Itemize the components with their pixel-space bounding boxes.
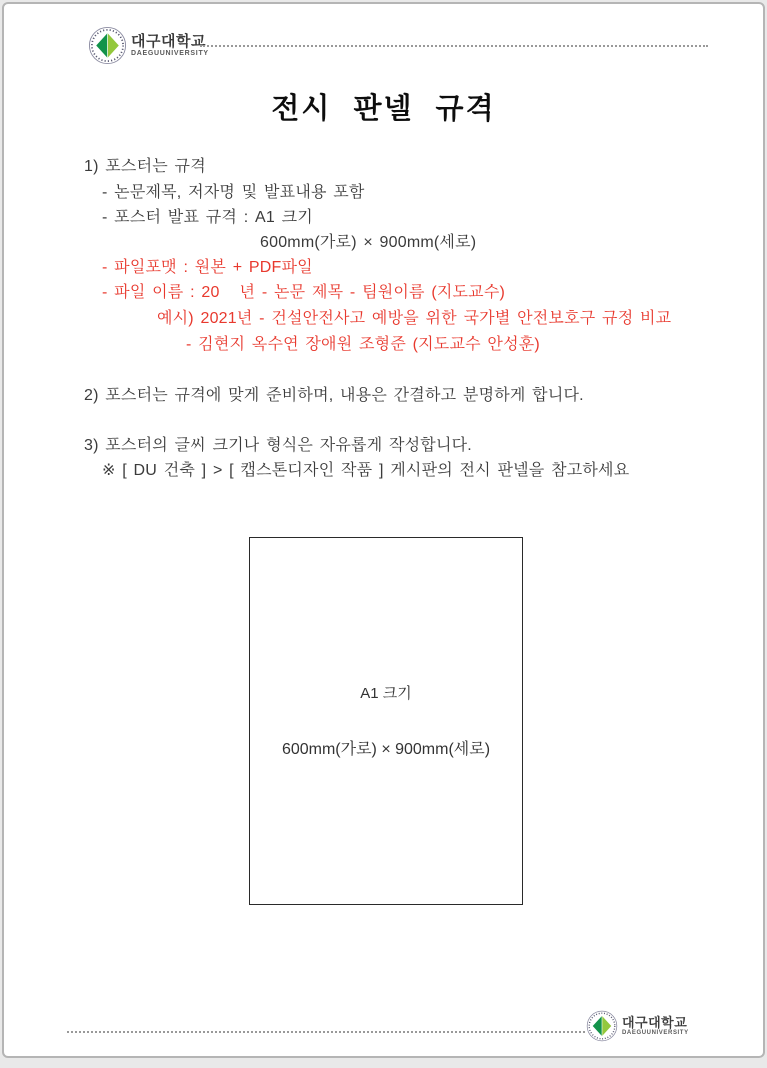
footer-divider [67, 1031, 585, 1033]
header-logo [88, 26, 209, 65]
spec-heading-3: 3) 포스터의 글씨 크기나 형식은 자유롭게 작성합니다. [84, 437, 472, 454]
spec-note-reference: ※ [ DU 건축 ] > [ 캡스톤디자인 작품 ] 게시판의 전시 판넬을 참고하세요 [102, 462, 630, 479]
spec-heading-2: 2) 포스터는 규격에 맞게 준비하며, 내용은 간결하고 분명하게 합니다. [84, 387, 584, 404]
page-title: 전시 판넬 규격 [271, 93, 496, 125]
spec-heading-1: 1) 포스터는 규격 [84, 158, 206, 175]
panel-size-label: A1 크기 [360, 685, 412, 702]
panel-size-box [249, 537, 523, 905]
spec-item-size: - 포스터 발표 규격 : A1 크기 [102, 209, 313, 226]
spec-item-size-detail: 600mm(가로) × 900mm(세로) [260, 234, 477, 251]
footer-logo [586, 1010, 689, 1042]
spec-item-contents: - 논문제목, 저자명 및 발표내용 포함 [102, 184, 365, 201]
spec-item-file-format: - 파일포맷 : 원본 + PDF파일 [102, 259, 313, 276]
university-name-en: DAEGUUNIVERSITY [622, 1029, 689, 1036]
spec-item-file-name: - 파일 이름 : 20 년 - 논문 제목 - 팀원이름 (지도교수) [102, 284, 506, 301]
header-logo-text [131, 34, 209, 57]
document-page [2, 2, 765, 1058]
header-divider [200, 45, 708, 47]
university-name-en: DAEGUUNIVERSITY [131, 49, 209, 57]
university-emblem-icon [88, 26, 127, 65]
spec-item-example-title: 예시) 2021년 - 건설안전사고 예방을 위한 국가별 안전보호구 규정 비교 [157, 310, 672, 327]
panel-dimensions-label: 600mm(가로) × 900mm(세로) [281, 741, 491, 758]
university-name: 대구대학교 [622, 1015, 688, 1031]
footer-logo-text [622, 1016, 689, 1036]
university-emblem-icon [586, 1010, 618, 1042]
spec-item-example-authors: - 김현지 옥수연 장애원 조형준 (지도교수 안성훈) [186, 336, 540, 353]
university-name: 대구대학교 [131, 32, 206, 50]
